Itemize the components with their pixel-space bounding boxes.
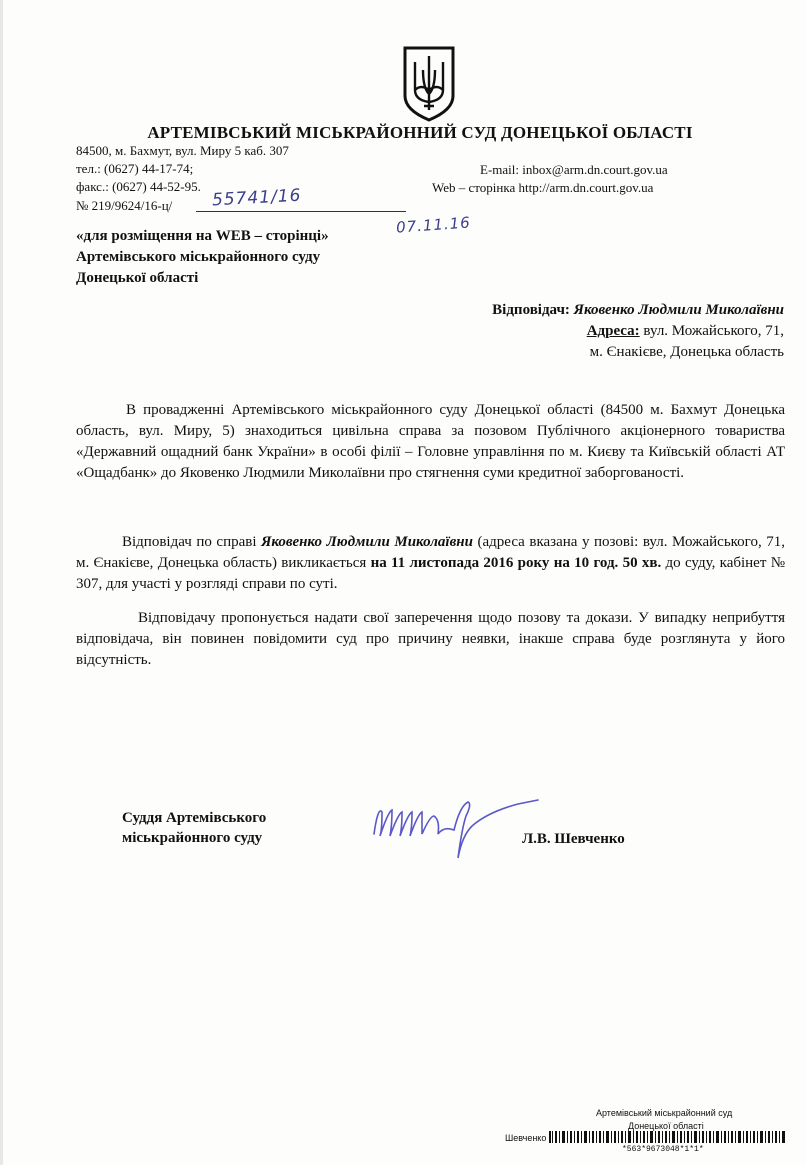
outgoing-number: № 219/9624/16-ц/ <box>76 198 173 213</box>
scan-edge <box>0 0 3 1165</box>
barcode-number: *563*9673048*1*1* <box>622 1145 704 1154</box>
judge-title-line: Суддя Артемівського <box>122 810 267 826</box>
summons-text: до суду, кабінет № 307, для участі у розгляді справи по суті. <box>76 555 786 592</box>
stamp-name: Шевченко <box>505 1133 547 1143</box>
defendant-block <box>492 300 784 363</box>
defendant-label: Відповідач: <box>492 302 570 318</box>
court-fax: факс.: (0627) 44-52-95. <box>76 179 201 194</box>
stamp-court: Артемівський міськрайонний суд <box>596 1108 733 1118</box>
defendant-name: Яковенко Людмили Миколаївни <box>573 302 784 318</box>
trident-emblem-icon <box>401 44 457 122</box>
judge-title <box>122 808 266 848</box>
barcode-icon <box>549 1131 785 1143</box>
court-title: АРТЕМІВСЬКИЙ МІСЬКРАЙОННИЙ СУД ДОНЕЦЬКОЇ ОБЛАСТІ <box>147 123 693 142</box>
body-paragraph-objections: Відповідачу пропонується надати свої заперечення щодо позову та докази. У випадку неприбуття відповідача, він повинен повідомити суд про причину неявки, інакше справа буде розглянута у його відсутність. <box>76 610 785 668</box>
defendant-address-line: вул. Можайського, 71, <box>643 323 784 339</box>
judge-name: Л.В. Шевченко <box>522 831 625 847</box>
defendant-address-city: м. Єнакієве, Донецька область <box>589 344 784 360</box>
judge-title-line: міськрайонного суду <box>122 830 263 846</box>
handwritten-signature <box>368 786 548 866</box>
handwritten-date: 07.11.16 <box>395 213 472 237</box>
handwritten-registration: 55741/16 <box>211 185 302 211</box>
court-email: E-mail: inbox@arm.dn.court.gov.ua <box>480 162 668 177</box>
body-paragraph-summons <box>76 532 785 595</box>
recipient-line: Донецької області <box>76 270 199 286</box>
court-address: 84500, м. Бахмут, вул. Миру 5 каб. 307 <box>76 143 289 158</box>
stamp-region: Донецької області <box>628 1121 704 1131</box>
summons-text: Відповідач по справі <box>122 534 257 550</box>
summons-defendant-name: Яковенко Людмили Миколаївни <box>261 534 473 550</box>
summons-datetime: на 11 листопада 2016 року на 10 год. 50 хв. <box>370 555 662 571</box>
recipient-line: Артемівського міськрайонного суду <box>76 249 321 265</box>
address-label: Адреса: <box>586 323 640 339</box>
summons-text: (адреса вказана у позові: вул. Можайського, 71, м. Єнакієве, Донецька область) викликається <box>76 534 786 571</box>
body-paragraph-case: В провадженні Артемівського міськрайонного суду Донецької області (84500 м. Бахмут Донецька область, вул. Миру, 5) знаходиться цивільна справа за позовом Публічного акціонерного товариства «Державний ощадний банк України» в особі філії – Головне управління по м. Києву та Київській області АТ «Ощадбанк» до Яковенко Людмили Миколаївни про стягнення суми кредитної заборгованості. <box>76 402 785 481</box>
outgoing-number-line <box>196 211 406 212</box>
recipient-block <box>76 226 329 289</box>
court-website: Web – сторінка http://arm.dn.court.gov.ua <box>432 180 654 195</box>
court-phone: тел.: (0627) 44-17-74; <box>76 161 194 176</box>
recipient-line: «для розміщення на WEB – сторінці» <box>76 228 329 244</box>
